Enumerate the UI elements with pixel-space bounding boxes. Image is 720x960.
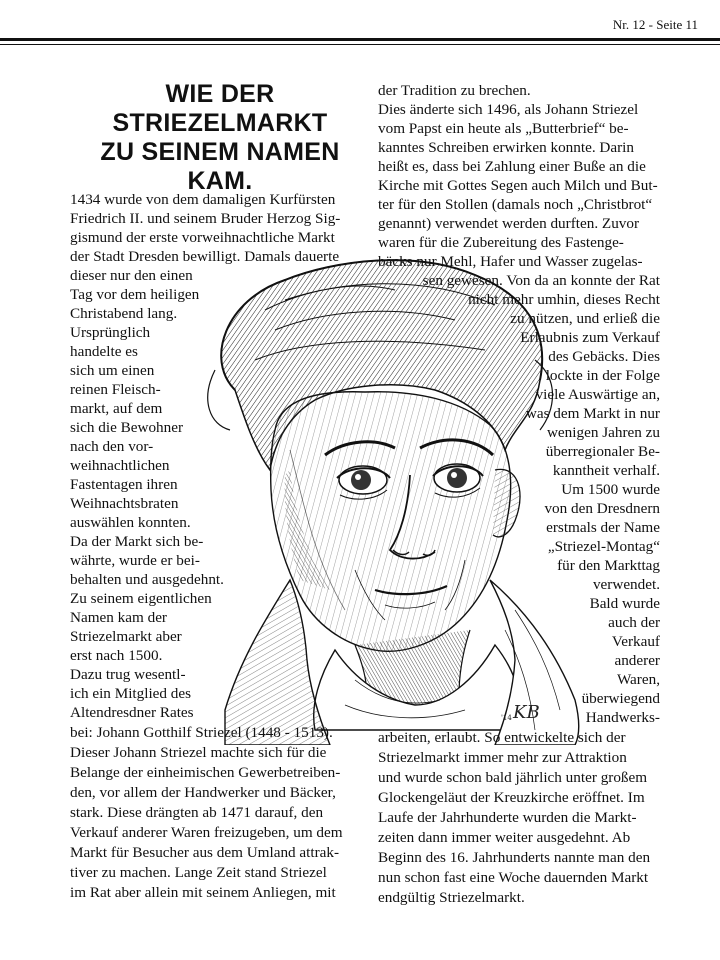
text-line: heißt es, dass bei Zahlung einer Buße an die xyxy=(378,158,646,175)
text-line: im Rat aber allein mit seinem Anliegen, mit xyxy=(70,884,336,901)
text-line: arbeiten, erlaubt. So entwickelte sich der xyxy=(378,729,626,746)
text-line: 1434 wurde von dem damaligen Kurfürsten xyxy=(70,191,336,208)
text-line: sich um einen xyxy=(70,362,155,379)
text-line: erstmals der Name xyxy=(546,519,660,536)
text-line: auch der xyxy=(608,614,660,631)
text-line: endgültig Striezelmarkt. xyxy=(378,889,525,906)
text-line: Dies änderte sich 1496, als Johann Striezel xyxy=(378,101,639,118)
text-line: handelte es xyxy=(70,343,138,360)
text-line: reinen Fleisch- xyxy=(70,381,161,398)
text-line: Striezelmarkt aber xyxy=(70,628,182,645)
text-line: und wurde schon bald jährlich unter großem xyxy=(378,769,648,786)
text-line: Waren, xyxy=(616,671,660,688)
text-line: zu nützen, und erließ die xyxy=(510,310,660,327)
page-header xyxy=(0,0,720,48)
text-line: nicht mehr umhin, dieses Recht xyxy=(468,291,660,308)
text-line: weihnachtlichen xyxy=(70,457,170,474)
text-line: ich ein Mitglied des xyxy=(70,685,192,702)
text-line: gismund der erste vorweihnachtliche Markt xyxy=(70,229,335,246)
text-line: nach den vor- xyxy=(70,438,154,455)
text-line: von den Dresdnern xyxy=(544,500,660,517)
text-line: Zu seinem eigentlichen xyxy=(70,590,212,607)
text-line: sen gewesen. Von da an konnte der Rat xyxy=(422,272,660,289)
text-line: „Striezel-Montag“ xyxy=(547,538,660,555)
text-line: erst nach 1500. xyxy=(70,647,163,664)
text-line: zeiten dann immer weiter ausgedehnt. Ab xyxy=(378,829,631,846)
text-line: Kirche mit Gottes Segen auch Milch und But- xyxy=(378,177,658,194)
text-line: Altendresdner Rates xyxy=(70,704,194,721)
text-line: des Gebäcks. Dies xyxy=(548,348,660,365)
text-line: Belange der einheimischen Gewerbetreiben- xyxy=(70,764,341,781)
title-line: STRIEZELMARKT xyxy=(112,109,328,137)
text-line: währte, wurde er bei- xyxy=(70,552,200,569)
text-line: nun schon fast eine Woche dauernden Markt xyxy=(378,869,649,886)
text-line: Tag vor dem heiligen xyxy=(70,286,200,303)
text-line: kanntheit verhalf. xyxy=(552,462,660,479)
text-line: behalten und ausgedehnt. xyxy=(70,571,224,588)
text-line: Namen kam der xyxy=(70,609,167,626)
text-line: ter für den Stollen (damals noch „Christbrot“ xyxy=(378,196,653,213)
text-line: bäcks nur Mehl, Hafer und Wasser zugelas- xyxy=(378,253,643,270)
text-line: viele Auswärtige an, xyxy=(535,386,660,403)
text-line: der Tradition zu brechen. xyxy=(378,82,531,99)
text-line: für den Markttag xyxy=(557,557,660,574)
header-rule-thin xyxy=(0,44,720,45)
header-rule-thick xyxy=(0,38,720,41)
article-title xyxy=(80,80,360,196)
text-line: den, vor allem der Handwerker und Bäcker, xyxy=(70,784,336,801)
text-line: vom Papst ein heute als „Butterbrief“ be- xyxy=(378,120,629,137)
title-line: ZU SEINEM NAMEN xyxy=(100,138,340,166)
text-line: Verkauf anderer Waren freizugeben, um dem xyxy=(70,824,343,841)
text-line: kanntes Schreiben erwirken konnte. Darin xyxy=(378,139,634,156)
text-line: dieser nur den einen xyxy=(70,267,193,284)
text-line: Ursprünglich xyxy=(70,324,151,341)
text-line: überwiegend xyxy=(581,690,660,707)
text-line: Da der Markt sich be- xyxy=(70,533,204,550)
text-line: anderer xyxy=(614,652,660,669)
text-line: Christabend lang. xyxy=(70,305,178,322)
page-number: Nr. 12 - Seite 11 xyxy=(612,17,698,32)
text-line: überregionaler Be- xyxy=(545,443,660,460)
title-line: WIE DER xyxy=(165,80,275,108)
title-line: KAM. xyxy=(187,167,253,195)
text-line: Dazu trug wesentl- xyxy=(70,666,186,683)
text-line: stark. Diese drängten ab 1471 darauf, den xyxy=(70,804,324,821)
text-line: Fastentagen ihren xyxy=(70,476,178,493)
text-line: markt, auf dem xyxy=(70,400,163,417)
text-line: Handwerks- xyxy=(585,709,660,726)
artist-signature: KB xyxy=(513,702,540,723)
text-line: Weihnachtsbraten xyxy=(70,495,179,512)
text-line: was dem Markt in nur xyxy=(525,405,660,422)
artist-year: '14 xyxy=(501,714,512,722)
text-line: Um 1500 wurde xyxy=(561,481,660,498)
text-line: verwendet. xyxy=(592,576,660,593)
text-line: Markt für Besucher aus dem Umland attrak- xyxy=(70,844,340,861)
text-line: Erlaubnis zum Verkauf xyxy=(520,329,660,346)
text-line: Glockengeläut der Kreuzkirche eröffnet. Im xyxy=(378,789,645,806)
text-line: Friedrich II. und seinem Bruder Herzog Sig- xyxy=(70,210,341,227)
text-line: Verkauf xyxy=(611,633,660,650)
text-line: Bald wurde xyxy=(589,595,660,612)
text-line: Beginn des 16. Jahrhunderts nannte man den xyxy=(378,849,651,866)
text-line: Striezelmarkt immer mehr zur Attraktion xyxy=(378,749,627,766)
text-line: wenigen Jahren zu xyxy=(546,424,660,441)
text-line: Dieser Johann Striezel machte sich für die xyxy=(70,744,327,761)
text-line: bei: Johann Gotthilf Striezel (1448 - 1513). xyxy=(70,724,333,741)
text-line: tiver zu machen. Lange Zeit stand Striezel xyxy=(70,864,327,881)
text-line: lockte in der Folge xyxy=(545,367,660,384)
text-line: der Stadt Dresden bewilligt. Damals dauerte xyxy=(70,248,340,265)
text-line: sich die Bewohner xyxy=(70,419,184,436)
text-line: Laufe der Jahrhunderte wurden die Markt- xyxy=(378,809,637,826)
text-line: genannt) verwendet werden durften. Zuvor xyxy=(378,215,640,232)
text-line: auswählen konnten. xyxy=(70,514,191,531)
text-line: waren für die Zubereitung des Fastenge- xyxy=(378,234,624,251)
